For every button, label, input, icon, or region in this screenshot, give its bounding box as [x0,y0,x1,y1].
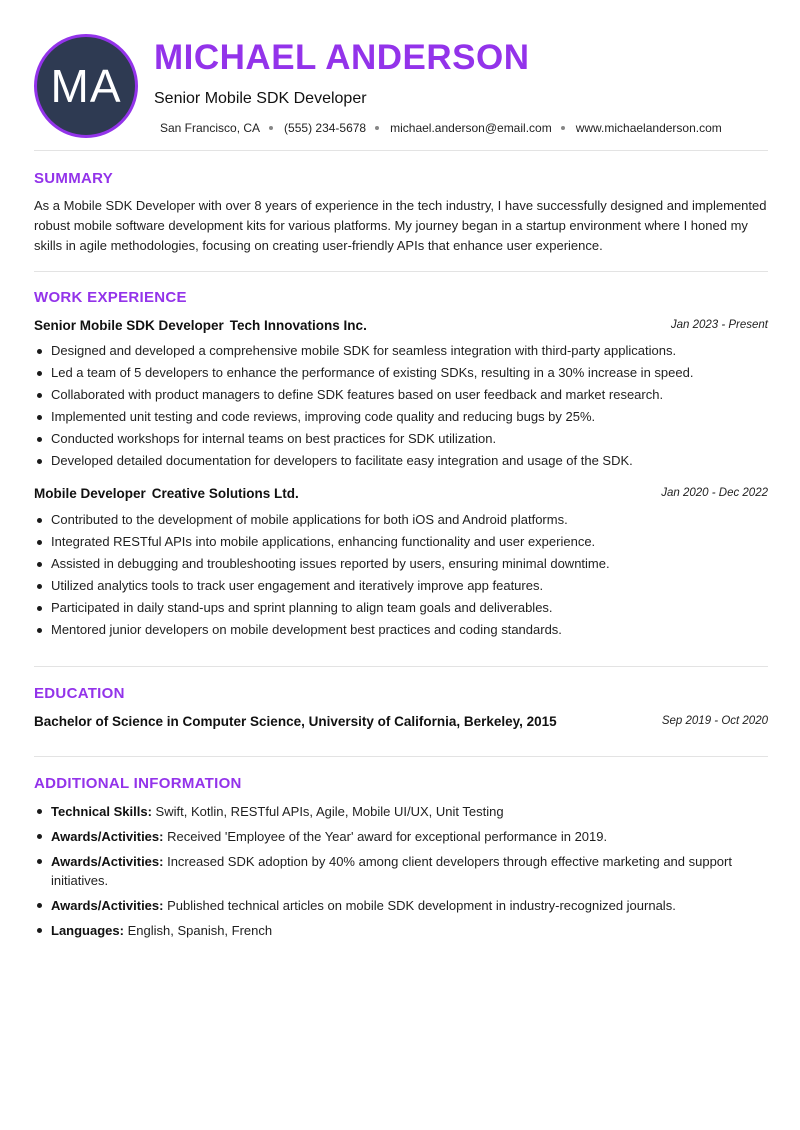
info-label: Awards/Activities: [51,829,164,844]
job-dates: Jan 2020 - Dec 2022 [661,487,768,499]
info-text: Published technical articles on mobile SDK development in industry-recognized journals. [167,898,676,913]
list-item: Collaborated with product managers to define SDK features based on user feedback and market research. [34,384,768,406]
list-item: Led a team of 5 developers to enhance the performance of existing SDKs, resulting in a 30% increase in speed. [34,362,768,384]
info-text: Received 'Employee of the Year' award for exceptional performance in 2019. [167,829,608,844]
list-item: Integrated RESTful APIs into mobile applications, enhancing functionality and user experience. [34,531,768,553]
list-item: Utilized analytics tools to track user engagement and iteratively improve app features. [34,575,768,597]
separator-dot [561,126,565,130]
info-text: Increased SDK adoption by 40% among client developers through effective marketing and support initiatives. [51,854,732,888]
list-item: Participated in daily stand-ups and sprint planning to align team goals and deliverables. [34,597,768,619]
job-dates: Jan 2023 - Present [670,319,768,331]
list-item: Contributed to the development of mobile applications for both iOS and Android platforms. [34,509,768,531]
education-dates: Sep 2019 - Oct 2020 [661,715,768,727]
list-item: Developed detailed documentation for developers to facilitate easy integration and usage of the SDK. [34,450,768,472]
candidate-name: MICHAEL ANDERSON [154,38,530,77]
job-header [34,318,768,336]
contact-website[interactable]: www.michaelanderson.com [575,121,722,135]
list-item [34,852,768,890]
section-title-additional: ADDITIONAL INFORMATION [34,775,242,792]
list-item [34,827,768,846]
section-title-education: EDUCATION [34,685,125,702]
section-title-experience: WORK EXPERIENCE [34,289,187,306]
contact-info [160,121,722,135]
contact-location: San Francisco, CA [160,121,261,135]
section-title-summary: SUMMARY [34,170,114,187]
job-company: Creative Solutions Ltd. [151,486,299,501]
education-entry [34,713,768,731]
list-item [34,921,768,940]
additional-info-list [34,802,768,946]
job-company: Tech Innovations Inc. [229,318,367,333]
job-position: Senior Mobile SDK Developer [34,318,224,333]
list-item: Mentored junior developers on mobile development best practices and coding standards. [34,619,768,641]
job-position: Mobile Developer [34,486,146,501]
info-text: Swift, Kotlin, RESTful APIs, Agile, Mobile UI/UX, Unit Testing [155,804,504,819]
contact-phone: (555) 234-5678 [284,121,367,135]
info-label: Technical Skills: [51,804,152,819]
list-item: Designed and developed a comprehensive mobile SDK for seamless integration with third-party applications. [34,340,768,362]
education-degree: Bachelor of Science in Computer Science, University of California, Berkeley, 2015 [34,714,557,729]
avatar-initials: MA [50,60,122,112]
job-bullets [34,340,768,472]
separator-dot [269,126,273,130]
job-bullets [34,509,768,641]
list-item: Conducted workshops for internal teams on best practices for SDK utilization. [34,428,768,450]
divider [34,666,768,667]
divider [34,150,768,151]
job-title: Senior Mobile SDK Developer [154,90,367,107]
info-text: English, Spanish, French [127,923,273,938]
separator-dot [375,126,379,130]
resume-header [34,34,768,138]
list-item: Implemented unit testing and code reviews, improving code quality and reducing bugs by 25%. [34,406,768,428]
contact-email[interactable]: michael.anderson@email.com [390,121,552,135]
summary-text: As a Mobile SDK Developer with over 8 years of experience in the tech industry, I have successfully designed and implemented robust mobile software development kits for various platforms. My journey began in a startup environment where I honed my skills in agile methodologies, focusing on creating user-friendly APIs that enhance user experience. [34,198,767,253]
list-item [34,896,768,915]
list-item: Assisted in debugging and troubleshooting issues reported by users, ensuring minimal downtime. [34,553,768,575]
info-label: Awards/Activities: [51,898,164,913]
divider [34,271,768,272]
info-label: Awards/Activities: [51,854,164,869]
divider [34,756,768,757]
avatar [34,34,138,138]
info-label: Languages: [51,923,124,938]
list-item [34,802,768,821]
job-header [34,486,768,504]
